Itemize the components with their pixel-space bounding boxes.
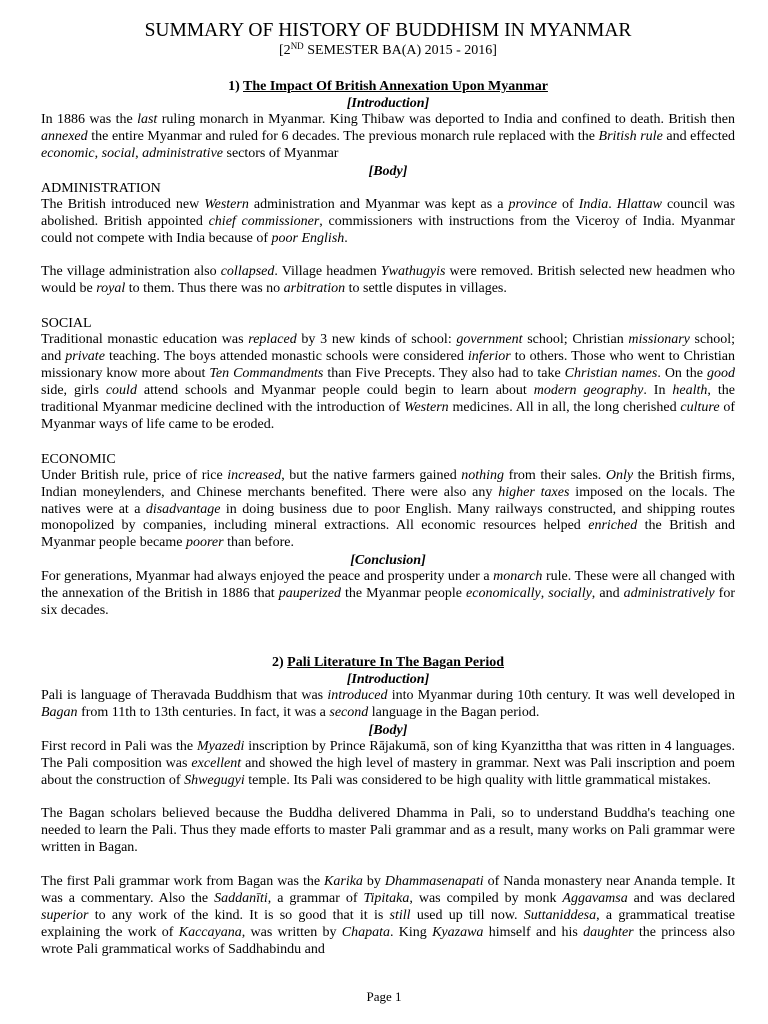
section-1-heading: 1) The Impact Of British Annexation Upon Myanmar bbox=[228, 79, 548, 94]
section-1-body-label: [Body] bbox=[368, 163, 408, 179]
pali-paragraph-3: The first Pali grammar work from Bagan was the Karika by Dhammasenapati of Nanda monastery near Ananda temple. It was a commentary. Also the Saddanīti, a grammar of Tipitaka, was compiled by monk Aggavamsa and was declared superior to any work of the kind. It is so good that it is still used up till now. Suttaniddesa, a grammatical treatise explaining the work of Kaccayana, was written by Chapata. King Kyazawa himself and his daughter the princess also wrote Pali grammatical works of Saddhabindu and bbox=[41, 874, 736, 957]
economic-heading: ECONOMIC bbox=[41, 451, 116, 467]
social-paragraph: Traditional monastic education was replaced by 3 new kinds of school: government school; Christian missionary school; and private teaching. The boys attended monastic schools were considered inferior to others. Those who went to Christian missionary know more about Ten Commandments than Five Precepts. They also had to take Christian names. On the good side, girls could attend schools and Myanmar people could begin to learn about modern geography. In health, the traditional Myanmar medicine declined with the introduction of Western medicines. All in all, the long cherished culture of Myanmar ways of life came to be eroded. bbox=[41, 332, 736, 432]
document-title: SUMMARY OF HISTORY OF BUDDHISM IN MYANMAR bbox=[144, 20, 632, 41]
pali-paragraph-1: First record in Pali was the Myazedi inscription by Prince Rājakumā, son of king Kyanzittha that was ritten in 4 languages. The Pali composition was excellent and showed the high level of mastery in grammar. Next was Pali inscription and poem about the construction of Shwegugyi temple. Its Pali was considered to be high quality with little grammatical mistakes. bbox=[41, 738, 735, 788]
section-1-intro-label: [Introduction] bbox=[346, 96, 430, 111]
section-1-intro-text: In 1886 was the last ruling monarch in Myanmar. King Thibaw was deported to India and confined to death. British then annexed the entire Myanmar and ruled for 6 decades. The previous monarch rule replaced with the British rule and effected economic, social, administrative sectors of Myanmar bbox=[41, 112, 735, 161]
section-2-body-label: [Body] bbox=[368, 722, 408, 738]
section-2-intro-text: Pali is language of Theravada Buddhism that was introduced into Myanmar during 10th century. It was well developed in Bagan from 11th to 13th centuries. In fact, it was a second language in the Bagan period. bbox=[41, 687, 735, 720]
social-heading: SOCIAL bbox=[41, 316, 92, 332]
section-2-heading: 2) Pali Literature In The Bagan Period bbox=[271, 654, 505, 670]
administration-paragraph-2: The village administration also collapsed. Village headmen Ywathugyis were removed. British selected new headmen who would be royal to them. Thus there was no arbitration to settle disputes in villages. bbox=[41, 264, 735, 297]
document-subtitle: [2ND SEMESTER BA(A) 2015 - 2016] bbox=[279, 41, 497, 58]
administration-heading: ADMINISTRATION bbox=[41, 180, 161, 196]
pali-paragraph-2: The Bagan scholars believed because the Buddha delivered Dhamma in Pali, so to understand Buddha's teaching one needed to learn the Pali. Thus they made efforts to master Pali grammar and as a result, many works on Pali grammar were written in Bagan. bbox=[41, 806, 735, 856]
economic-paragraph: Under British rule, price of rice increased, but the native farmers gained nothing from their sales. Only the British firms, Indian moneylenders, and Chinese merchants benefited. There were also any higher taxes imposed on the locals. The natives were at a disadvantage in doing business due to poor English. Many railways constructed, and shipping routes monopolized by companies, including mineral extractions. All economic resources helped enriched the British and Myanmar people became poorer than before. bbox=[41, 467, 735, 551]
administration-paragraph-1: The British introduced new Western administration and Myanmar was kept as a province of India. Hlattaw council was abolished. British appointed chief commissioner, commissioners with instructions from the Viceroy of India. Myanmar could not compete with India because of poor English. bbox=[41, 196, 735, 246]
section-1-conclusion-label: [Conclusion] bbox=[350, 553, 426, 569]
page-number: Page 1 bbox=[366, 989, 402, 1004]
conclusion-paragraph: For generations, Myanmar had always enjoyed the peace and prosperity under a monarch rule. These were all changed with the annexation of the British in 1886 that pauperized the Myanmar people economically, socially, and administratively for six decades. bbox=[41, 569, 736, 619]
section-2-intro-label: [Introduction] bbox=[346, 671, 430, 687]
